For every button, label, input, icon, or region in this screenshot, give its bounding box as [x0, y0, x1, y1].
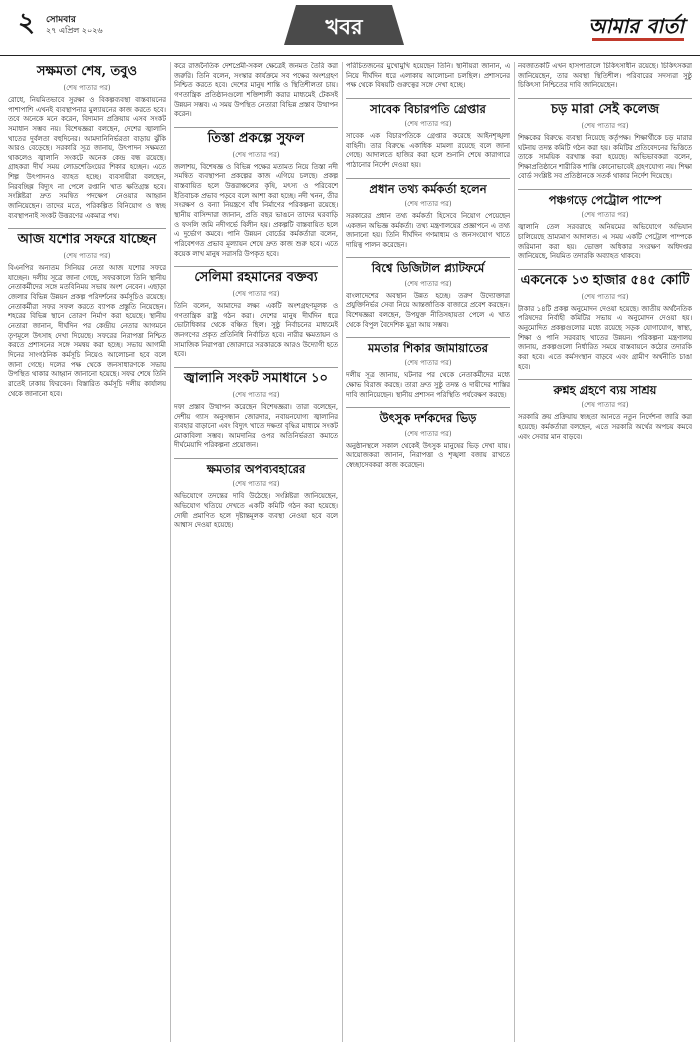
- article-separator: [174, 367, 338, 368]
- article-body: সরকারি ক্রয় প্রক্রিয়ায় স্বচ্ছতা আনতে নতুন নির্দেশনা জারি করা হয়েছে। কর্মকর্তারা বলছেন, এতে সরকারি অর্থের অপচয় কমবে এবং সেবার মান বাড়বে।: [518, 413, 692, 441]
- article-headline: মমতার শিকার জামায়াতের: [368, 341, 488, 356]
- article-body: সাবেক এক বিচারপতিকে গ্রেপ্তার করেছে আইনশৃঙ্খলা বাহিনী। তার বিরুদ্ধে একাধিক মামলা রয়েছে বলে জানা গেছে। আদালতে হাজির করা হলে শুনানি শেষে কারাগারে পাঠানোর নির্দেশ দেওয়া হয়।: [346, 132, 510, 170]
- news-article: [346, 62, 510, 91]
- article-body: পরিচিতজনের মুখোমুখি হয়েছেন তিনি। স্থানীয়রা জানান, এ নিয়ে দীর্ঘদিন ধরে এলাকায় আলোচনা চলছিল। প্রশাসনের পক্ষ থেকে বিষয়টি গুরুত্বের সঙ্গে দেখা হচ্ছে।: [346, 62, 510, 90]
- article-separator: [8, 228, 166, 229]
- news-article: [346, 337, 510, 400]
- continuation-note: (শেষ পাতার পর): [581, 121, 629, 130]
- article-body: বাংলাদেশের অবস্থান উন্নত হচ্ছে। তরুণ উদ্যোক্তারা প্রযুক্তিনির্ভর সেবা নিয়ে আন্তর্জাতিক বাজারে প্রবেশ করছেন। বিশেষজ্ঞরা বলছেন, উপযুক্ত নীতিসহায়তা পেলে এ খাত থেকে বিপুল বৈদেশিক মুদ্রা আয় সম্ভব।: [346, 291, 510, 329]
- article-separator: [174, 458, 338, 459]
- news-article: [518, 189, 692, 262]
- news-column-2: [174, 62, 338, 1042]
- news-article: [174, 458, 338, 531]
- article-headline: তিস্তা প্রকল্পে সুফল: [207, 130, 305, 146]
- article-headline: উৎসুক দর্শকদের ভিড়: [379, 411, 477, 426]
- page-number: ২: [18, 8, 35, 38]
- continuation-note: (শেষ পাতার পর): [232, 390, 280, 399]
- article-separator: [346, 337, 510, 338]
- article-headline: ক্ষমতার অপব্যবহারের: [206, 462, 306, 477]
- news-article: [346, 178, 510, 251]
- article-body: জলাশয়, বিশেষজ্ঞ ও বিভিন্ন পক্ষের মতামত নিয়ে তিস্তা নদী সমন্বিত ব্যবস্থাপনা প্রকল্পের কাজ এগিয়ে চলছে। প্রকল্প বাস্তবায়িত হলে উত্তরাঞ্চলের কৃষি, মৎস্য ও পরিবেশে ইতিবাচক প্রভাব পড়বে বলে আশা করা হচ্ছে। নদী খনন, তীর সংরক্ষণ ও বন্যা নিয়ন্ত্রণে বাঁধ নির্মাণের পরিকল্পনা রয়েছে। স্থানীয় বাসিন্দারা জানান, প্রতি বছর ভাঙনে তাদের ঘরবাড়ি ও ফসলি জমি নদীগর্ভে বিলীন হয়। প্রকল্পটি বাস্তবায়িত হলে এ দুর্ভোগ কমবে। পানি উন্নয়ন বোর্ডের কর্মকর্তারা বলেন, পরিবেশগত প্রভাব মূল্যায়ন শেষে দ্রুত কাজ শুরু হবে। এতে কয়েক লাখ মানুষ সরাসরি উপকৃত হবে।: [174, 162, 338, 258]
- article-headline: রুশ্নহ গ্রহণে ব্যয় সাশ্রয়: [553, 383, 657, 398]
- continuation-note: (শেষ পাতার পর): [232, 150, 280, 159]
- article-separator: [174, 127, 338, 128]
- news-article: [346, 98, 510, 171]
- continuation-note: (শেষ পাতার পর): [581, 292, 629, 301]
- article-separator: [346, 178, 510, 179]
- article-body: করে রাজনৈতিক দেশপ্রেমী-সকল ক্ষেত্রেই জনমত তৈরি করা জরুরি। তিনি বলেন, সংস্কার কার্যক্রমে সব পক্ষের অংশগ্রহণ নিশ্চিত করতে হবে। দেশের মানুষ শান্তি ও স্থিতিশীলতা চায়। গণতান্ত্রিক প্রতিষ্ঠানগুলো শক্তিশালী করার মাধ্যমেই টেকসই উন্নয়ন সম্ভব। এ সময় উপস্থিত নেতারা বিভিন্ন প্রস্তাব উত্থাপন করেন।: [174, 62, 338, 119]
- article-separator: [346, 257, 510, 258]
- article-headline: একনেকে ১৩ হাজার ৫৪৫ কোটি: [520, 272, 690, 288]
- continuation-note: (শেষ পাতার পর): [63, 252, 111, 261]
- continuation-note: (শেষ পাতার পর): [232, 290, 280, 299]
- news-article: [8, 228, 166, 399]
- news-article: [174, 62, 338, 120]
- article-body: শিক্ষকের বিরুদ্ধে ব্যবস্থা নিয়েছে কর্তৃপক্ষ। শিক্ষার্থীকে চড় মারার ঘটনায় তদন্ত কমিটি গঠন করা হয়। কমিটির প্রতিবেদনের ভিত্তিতে তাকে সাময়িক বরখাস্ত করা হয়েছে। অভিভাবকরা বলেন, শিক্ষাপ্রতিষ্ঠানে শারীরিক শাস্তি কোনোভাবেই গ্রহণযোগ্য নয়। শিক্ষা বোর্ড সংশ্লিষ্ট সব প্রতিষ্ঠানকে সতর্ক থাকার নির্দেশ দিয়েছে।: [518, 133, 692, 181]
- page-masthead: [0, 0, 700, 56]
- news-article: [174, 127, 338, 259]
- news-article: [518, 62, 692, 91]
- article-body: রোধে, নিয়মিতভাবে সুরক্ষা ও বিকল্পব্যবস্থা বাস্তবায়নের পাশাপাশি এখনই ব্যবস্থাপনার মুল্যায়নের কাজ করতে হবে। তবে অনেকে মনে করেন, বিদ্যমান প্রক্রিয়ায় এসব সংকট সমাধান সম্ভব নয়। বিশেষজ্ঞরা বলছেন, দেশের জ্বালানি খাতের দুর্বলতা বহুদিনের। আমদানিনির্ভরতা বাড়ায় ঝুঁকি আরও বেড়েছে। সরকারি সূত্র জানায়, উৎপাদন সক্ষমতা থাকলেও জ্বালানি সংকটে অনেক কেন্দ্র বন্ধ রয়েছে। গ্রাহকরা দীর্ঘ সময় লোডশেডিংয়ের শিকার হচ্ছেন। এতে শিল্প উৎপাদনও ব্যাহত হচ্ছে। ব্যবসায়ীরা বলছেন, নিরবচ্ছিন্ন বিদ্যুৎ না পেলে রপ্তানি খাত ক্ষতিগ্রস্ত হবে। সংশ্লিষ্টরা দ্রুত সমন্বিত পদক্ষেপ নেওয়ার আহ্বান জানিয়েছেন। তাদের মতে, পরিকল্পিত বিনিয়োগ ও স্বচ্ছ ব্যবস্থাপনাই সংকট উত্তরণের একমাত্র পথ।: [8, 95, 166, 220]
- article-headline: সক্ষমতা শেষ, তবুও: [36, 64, 138, 79]
- continuation-note: (শেষ পাতার পর): [404, 120, 452, 129]
- news-article: [518, 269, 692, 372]
- article-separator: [518, 379, 692, 380]
- issue-day: সোমবার: [46, 15, 76, 25]
- section-title: খবর: [325, 14, 363, 39]
- newspaper-logo: আমার বার্তা: [588, 14, 684, 38]
- continuation-note: (শেষ পাতার পর): [581, 401, 629, 410]
- news-article: [174, 367, 338, 451]
- continuation-note: (শেষ পাতার পর): [404, 279, 452, 288]
- continuation-note: (শেষ পাতার পর): [404, 429, 452, 438]
- news-article: [346, 257, 510, 330]
- continuation-note: (শেষ পাতার পর): [404, 359, 452, 368]
- article-separator: [346, 98, 510, 99]
- news-article: [8, 65, 166, 221]
- article-headline: প্রধান তথ্য কর্মকর্তা হলেন: [369, 181, 487, 196]
- news-article: [346, 407, 510, 470]
- article-headline: বিশ্বে ডিজিটাল প্ল্যাটফর্মে: [371, 261, 485, 276]
- column-divider: [342, 62, 343, 1042]
- column-divider: [170, 62, 171, 1042]
- article-body: জ্বালানি তেল সরবরাহে অনিয়মের অভিযোগে অভিযান চালিয়েছে ভ্রাম্যমাণ আদালত। এ সময় একটি পেট্রোল পাম্পকে জরিমানা করা হয়। ভোক্তা অধিকার সংরক্ষণ অধিদপ্তর জানিয়েছে, নিয়মিত তদারকি অব্যাহত থাকবে।: [518, 223, 692, 261]
- news-article: [174, 266, 338, 360]
- article-body: বিএনপির অন্যতম সিনিয়র নেতা আজ যশোর সফরে যাচ্ছেন। দলীয় সূত্রে জানা গেছে, সফরকালে তিনি স্থানীয় নেতাকর্মীদের সঙ্গে মতবিনিময় সভায় অংশ নেবেন। এছাড়া জেলার বিভিন্ন উন্নয়ন প্রকল্প পরিদর্শনের কর্মসূচিও রয়েছে। নেতাকর্মীরা সফর সফল করতে ব্যাপক প্রস্তুতি নিয়েছেন। শহরের বিভিন্ন স্থানে তোরণ নির্মাণ করা হয়েছে। স্থানীয় নেতারা জানান, দীর্ঘদিন পর কেন্দ্রীয় নেতার আগমনে তৃণমূলে উৎসাহ দেখা দিয়েছে। সফরের নিরাপত্তা নিশ্চিত করতে প্রশাসনের সঙ্গে সমন্বয় করা হচ্ছে। সভায় আগামী দিনের সাংগঠনিক কর্মসূচি নিয়েও আলোচনা হবে বলে জানা গেছে। দলের পক্ষ থেকে জনসাধারণকে সভায় উপস্থিত থাকার আহ্বান জানানো হয়েছে। সফর শেষে তিনি রাতেই ঢাকায় ফিরবেন। বিস্তারিত কর্মসূচি দলীয় কার্যালয় থেকে জানানো হবে।: [8, 264, 166, 398]
- news-column-4: [518, 62, 692, 1042]
- article-separator: [518, 269, 692, 270]
- article-body: নবজাতকটি এখন হাসপাতালে চিকিৎসাধীন রয়েছে। চিকিৎসকরা জানিয়েছেন, তার অবস্থা স্থিতিশীল। পরিবারের সদস্যরা সুষ্ঠু চিকিৎসা নিশ্চিতের দাবি জানিয়েছেন।: [518, 62, 692, 90]
- article-body: টাকার ১৪টি প্রকল্প অনুমোদন দেওয়া হয়েছে। জাতীয় অর্থনৈতিক পরিষদের নির্বাহী কমিটির সভায় এ অনুমোদন দেওয়া হয়। অনুমোদিত প্রকল্পগুলোর মধ্যে রয়েছে সড়ক যোগাযোগ, স্বাস্থ্য, শিক্ষা ও পানি সরবরাহ খাতের উন্নয়ন। পরিকল্পনা মন্ত্রণালয় জানায়, প্রকল্পগুলো নির্ধারিত সময়ে বাস্তবায়নে কঠোর তদারকি করা হবে। এতে কর্মসংস্থান বাড়বে এবং গ্রামীণ অর্থনীতি চাঙা হবে।: [518, 304, 692, 371]
- news-article: [518, 379, 692, 442]
- article-headline: সাবেক বিচারপতি গ্রেপ্তার: [370, 101, 486, 116]
- article-headline: চড় মারা সেই কলেজ: [550, 101, 660, 117]
- article-headline: পঞ্চগড়ে পেট্রোল পাম্পে: [548, 193, 662, 208]
- news-column-3: [346, 62, 510, 1042]
- article-separator: [174, 266, 338, 267]
- news-column-1: [8, 62, 166, 1042]
- article-body: দলীয় সূত্র জানায়, ঘটনার পর থেকে নেতাকর্মীদের মধ্যে ক্ষোভ বিরাজ করছে। তারা দ্রুত সুষ্ঠু তদন্ত ও দায়ীদের শাস্তির দাবি জানিয়েছেন। স্থানীয় প্রশাসন পরিস্থিতি পর্যবেক্ষণ করছে।: [346, 371, 510, 399]
- column-divider: [514, 62, 515, 1042]
- article-body: অভিযোগে তদন্তের দাবি উঠেছে। সংশ্লিষ্টরা জানিয়েছেন, অভিযোগ খতিয়ে দেখতে একটি কমিটি গঠন করা হয়েছে। দোষী প্রমাণিত হলে দৃষ্টান্তমূলক ব্যবস্থা নেওয়া হবে বলে আশ্বাস দেওয়া হয়েছে।: [174, 492, 338, 530]
- news-article: [518, 98, 692, 182]
- article-body: দফা প্রস্তাব উত্থাপন করেছেন বিশেষজ্ঞরা। তারা বলেছেন, দেশীয় গ্যাস অনুসন্ধান জোরদার, নবায়নযোগ্য জ্বালানির ব্যবহার বাড়ানো এবং বিদ্যুৎ খাতে দক্ষতা বৃদ্ধির মাধ্যমে সংকট মোকাবিলা সম্ভব। আমদানির ওপর অতিনির্ভরতা কমাতে দীর্ঘমেয়াদি পরিকল্পনা প্রয়োজন।: [174, 402, 338, 450]
- continuation-note: (শেষ পাতার পর): [581, 211, 629, 220]
- continuation-note: (শেষ পাতার পর): [63, 83, 111, 92]
- article-body: সরকারের প্রধান তথ্য কর্মকর্তা হিসেবে নিয়োগ পেয়েছেন একজন অভিজ্ঞ কর্মকর্তা। তথ্য মন্ত্রণালয়ের প্রজ্ঞাপনে এ তথ্য জানানো হয়। তিনি দীর্ঘদিন গণমাধ্যম ও জনসংযোগ খাতে দায়িত্ব পালন করেছেন।: [346, 211, 510, 249]
- continuation-note: (শেষ পাতার পর): [232, 480, 280, 489]
- logo-underline: [592, 38, 684, 41]
- article-separator: [518, 98, 692, 99]
- article-headline: সেলিমা রহমানের বক্তব্য: [194, 270, 318, 286]
- article-headline: জ্বালানি সংকট সমাধানে ১০: [184, 370, 328, 386]
- article-body: অনুষ্ঠানস্থলে সকাল থেকেই উৎসুক মানুষের ভিড় দেখা যায়। আয়োজকরা জানান, নিরাপত্তা ও শৃঙ্খলা বজায় রাখতে স্বেচ্ছাসেবকরা কাজ করেছেন।: [346, 441, 510, 469]
- article-separator: [346, 407, 510, 408]
- article-headline: আজ যশোর সফরে যাচ্ছেন: [17, 232, 157, 248]
- article-body: তিনি বলেন, আমাদের লক্ষ্য একটি অংশগ্রহণমূলক ও গণতান্ত্রিক রাষ্ট্র গঠন করা। দেশের মানুষ দীর্ঘদিন ধরে ভোটাধিকার থেকে বঞ্চিত ছিল। সুষ্ঠু নির্বাচনের মাধ্যমেই জনগণের প্রকৃত প্রতিনিধি নির্বাচিত হবে। নারীর ক্ষমতায়ন ও সামাজিক নিরাপত্তা জোরদারে সরকারকে আরও উদ্যোগী হতে হবে।: [174, 302, 338, 359]
- continuation-note: (শেষ পাতার পর): [404, 199, 452, 208]
- issue-date: ২৭ এপ্রিল ২০২৬: [46, 26, 103, 35]
- article-separator: [518, 189, 692, 190]
